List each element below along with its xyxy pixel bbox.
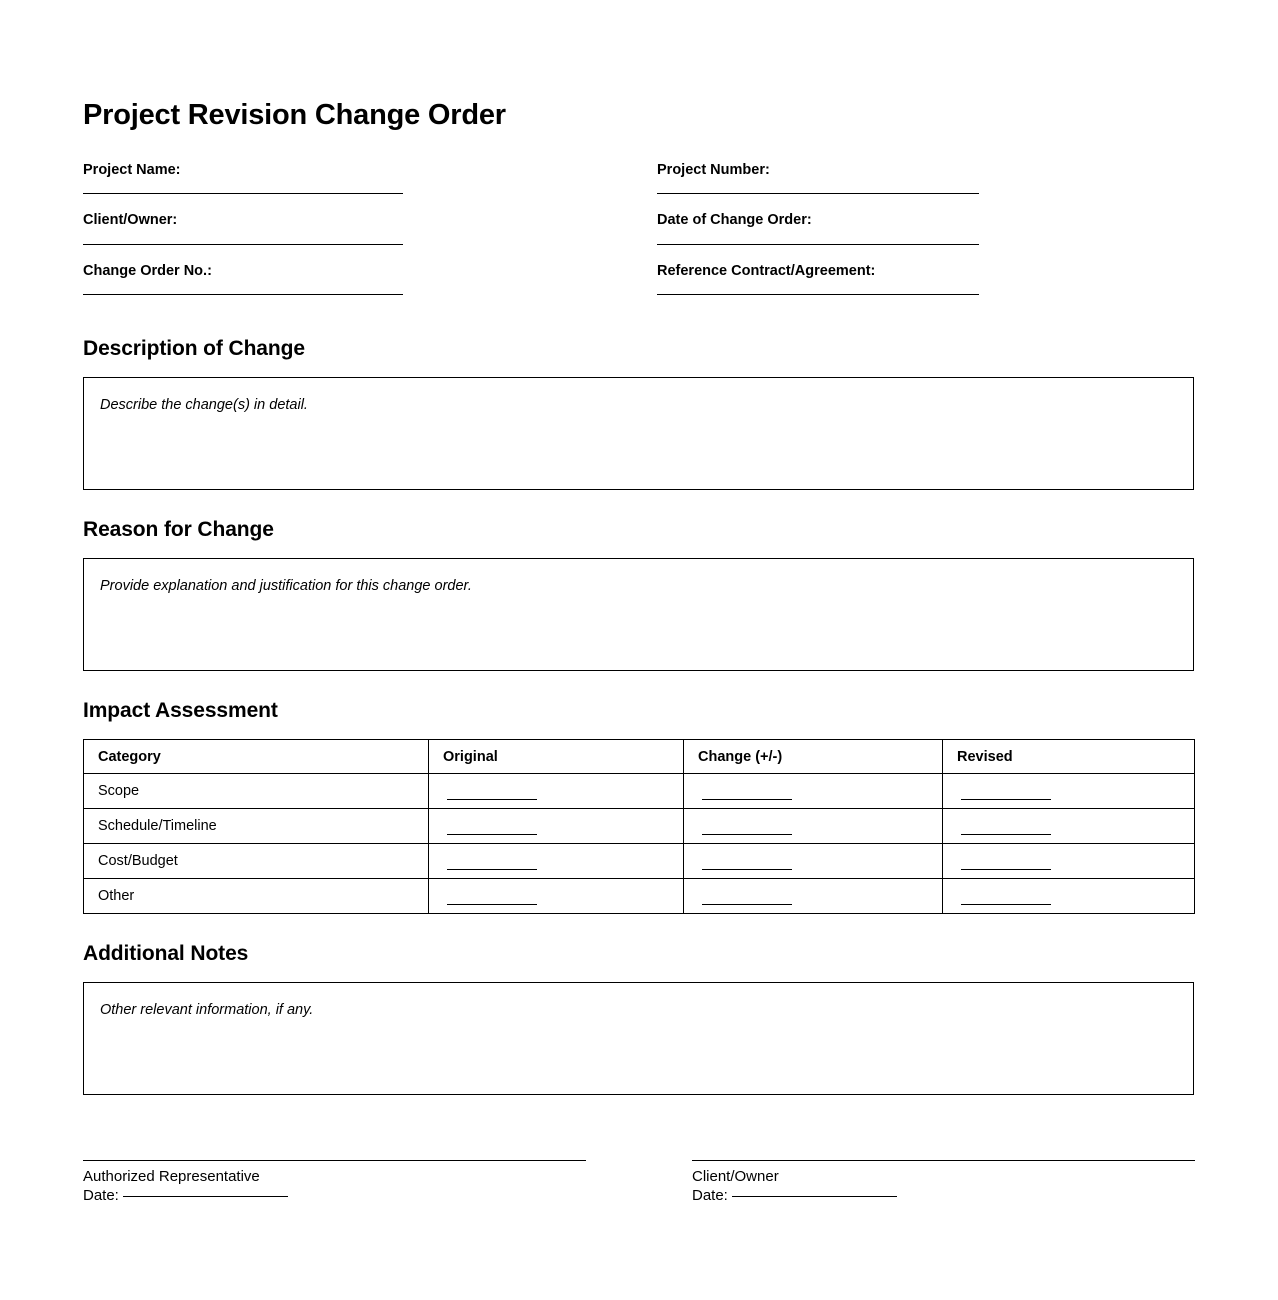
header-fields-right-column (657, 162, 1194, 313)
column-header-category: Category (84, 740, 429, 774)
blank-line (447, 834, 537, 835)
cell-revised-schedule-timeline[interactable] (943, 809, 1195, 844)
signature-role-client-owner: Client/Owner (692, 1168, 779, 1185)
table-row (84, 844, 1195, 879)
blank-line (961, 834, 1051, 835)
field-reference-contract (657, 263, 1194, 295)
heading-impact-assessment: Impact Assessment (83, 699, 278, 723)
field-date-of-change-order (657, 212, 1194, 244)
table-header-row (84, 740, 1195, 774)
signature-authorized-representative (83, 1160, 586, 1205)
page-title: Project Revision Change Order (83, 99, 506, 131)
description-of-change-placeholder: Describe the change(s) in detail. (100, 397, 308, 414)
field-label-date-of-change-order: Date of Change Order: (657, 212, 812, 229)
table-row (84, 879, 1195, 914)
blank-line (961, 799, 1051, 800)
field-project-name (83, 162, 656, 194)
field-input-project-number[interactable] (657, 193, 979, 194)
reason-for-change-textbox[interactable] (83, 558, 1194, 671)
cell-revised-other[interactable] (943, 879, 1195, 914)
date-input-authorized-representative[interactable] (123, 1196, 288, 1197)
blank-line (702, 869, 792, 870)
field-label-project-name: Project Name: (83, 161, 181, 178)
additional-notes-textbox[interactable] (83, 982, 1194, 1095)
section-reason-for-change (83, 518, 1194, 671)
cell-change-scope[interactable] (684, 774, 943, 809)
signature-role-authorized-representative: Authorized Representative (83, 1168, 260, 1185)
section-description-of-change (83, 337, 1194, 490)
blank-line (447, 904, 537, 905)
heading-description-of-change: Description of Change (83, 337, 305, 361)
blank-line (447, 869, 537, 870)
cell-change-other[interactable] (684, 879, 943, 914)
cell-original-scope[interactable] (429, 774, 684, 809)
section-impact-assessment (83, 699, 1194, 914)
field-input-change-order-no[interactable] (83, 294, 403, 295)
field-label-reference-contract: Reference Contract/Agreement: (657, 262, 876, 279)
blank-line (702, 904, 792, 905)
cell-original-cost-budget[interactable] (429, 844, 684, 879)
signature-date-authorized-representative (83, 1186, 586, 1205)
cell-category-scope: Scope (84, 774, 429, 809)
date-label: Date: (83, 1187, 119, 1205)
description-of-change-textbox[interactable] (83, 377, 1194, 490)
date-input-client-owner[interactable] (732, 1196, 897, 1197)
field-client-owner (83, 212, 656, 244)
cell-revised-cost-budget[interactable] (943, 844, 1195, 879)
blank-line (447, 799, 537, 800)
heading-additional-notes: Additional Notes (83, 942, 249, 966)
field-label-change-order-no: Change Order No.: (83, 262, 212, 279)
cell-change-cost-budget[interactable] (684, 844, 943, 879)
signature-block (83, 1160, 1195, 1205)
signature-line-authorized-representative[interactable] (83, 1160, 586, 1161)
header-fields-left-column (83, 162, 656, 313)
cell-original-schedule-timeline[interactable] (429, 809, 684, 844)
field-project-number (657, 162, 1194, 194)
additional-notes-placeholder: Other relevant information, if any. (100, 1002, 314, 1019)
impact-assessment-table (83, 739, 1195, 914)
field-input-client-owner[interactable] (83, 244, 403, 245)
column-header-original: Original (429, 740, 684, 774)
blank-line (961, 904, 1051, 905)
signature-client-owner (692, 1160, 1195, 1205)
cell-change-schedule-timeline[interactable] (684, 809, 943, 844)
column-header-change: Change (+/-) (684, 740, 943, 774)
table-row (84, 809, 1195, 844)
cell-category-other: Other (84, 879, 429, 914)
cell-revised-scope[interactable] (943, 774, 1195, 809)
field-change-order-no (83, 263, 656, 295)
blank-line (702, 799, 792, 800)
field-input-project-name[interactable] (83, 193, 403, 194)
column-header-revised: Revised (943, 740, 1195, 774)
header-fields (83, 162, 1194, 313)
table-row (84, 774, 1195, 809)
section-additional-notes (83, 942, 1194, 1095)
signature-date-client-owner (692, 1186, 1195, 1205)
cell-original-other[interactable] (429, 879, 684, 914)
signature-line-client-owner[interactable] (692, 1160, 1195, 1161)
field-input-date-of-change-order[interactable] (657, 244, 979, 245)
field-label-client-owner: Client/Owner: (83, 212, 178, 229)
heading-reason-for-change: Reason for Change (83, 518, 274, 542)
blank-line (702, 834, 792, 835)
field-input-reference-contract[interactable] (657, 294, 979, 295)
field-label-project-number: Project Number: (657, 161, 770, 178)
cell-category-cost-budget: Cost/Budget (84, 844, 429, 879)
reason-for-change-placeholder: Provide explanation and justification for this change order. (100, 578, 472, 595)
cell-category-schedule-timeline: Schedule/Timeline (84, 809, 429, 844)
date-label: Date: (692, 1187, 728, 1205)
blank-line (961, 869, 1051, 870)
